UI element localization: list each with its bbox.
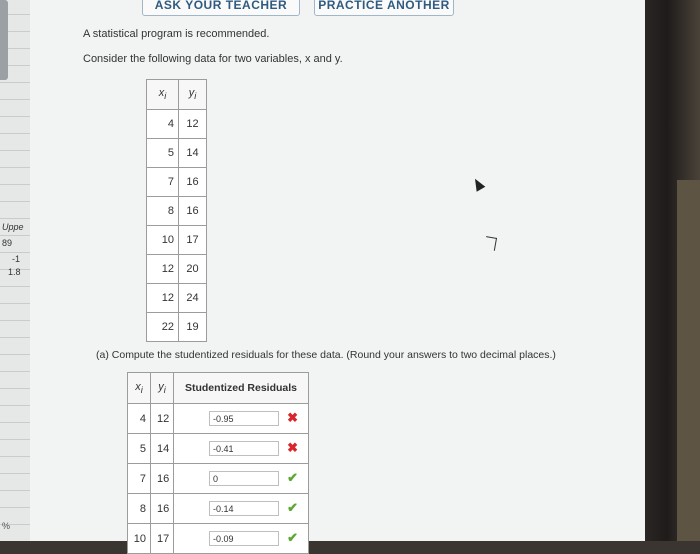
- residual-input[interactable]: 0: [209, 471, 279, 486]
- table-row: [128, 524, 309, 554]
- x-value: 10: [147, 226, 179, 255]
- x-value: 12: [147, 255, 179, 284]
- x-value: 4: [128, 404, 151, 434]
- x-value: 8: [128, 494, 151, 524]
- x-value: 5: [147, 139, 179, 168]
- y-value: 14: [179, 139, 207, 168]
- spreadsheet-strip: [0, 0, 31, 541]
- header-x: $x_i$: [128, 373, 151, 404]
- residual-input[interactable]: -0.41: [209, 441, 279, 456]
- background-edge: [645, 0, 700, 541]
- strip-cell: -1: [12, 254, 21, 264]
- data-table: [146, 79, 207, 342]
- strip-cell: 89: [2, 238, 13, 248]
- y-value: 16: [179, 168, 207, 197]
- part-a-text: Compute the studentized residuals for these data. (Round your answers to two decimal places.): [111, 349, 556, 361]
- table-row: [147, 168, 207, 197]
- part-a-label: (a): [96, 349, 109, 361]
- strip-cell: Uppe: [2, 222, 24, 232]
- y-value: 24: [179, 284, 207, 313]
- y-value: 12: [179, 110, 207, 139]
- residual-cell: [174, 524, 309, 554]
- y-value: 17: [151, 524, 174, 554]
- residuals-table: [127, 372, 309, 554]
- problem-line-2: Consider the following data for two variables, x and y.: [83, 53, 343, 65]
- pen-mark-icon: [484, 236, 497, 251]
- mouse-cursor-icon: [471, 176, 486, 191]
- y-value: 19: [179, 313, 207, 342]
- table-row: [128, 434, 309, 464]
- residual-input[interactable]: -0.14: [209, 501, 279, 516]
- x-value: 7: [147, 168, 179, 197]
- residual-cell: [174, 494, 309, 524]
- question-sheet: [30, 0, 645, 545]
- table-row: [147, 226, 207, 255]
- x-value: 5: [128, 434, 151, 464]
- check-mark-icon: ✔: [287, 530, 298, 545]
- x-mark-icon: ✖: [287, 410, 298, 425]
- table-row: [128, 404, 309, 434]
- residual-cell: [174, 464, 309, 494]
- header-studentized-residuals: Studentized Residuals: [174, 373, 309, 404]
- y-value: 12: [151, 404, 174, 434]
- x-value: 7: [128, 464, 151, 494]
- x-value: 12: [147, 284, 179, 313]
- table-row: [128, 494, 309, 524]
- y-value: 20: [179, 255, 207, 284]
- table-row: [147, 110, 207, 139]
- table-row: [147, 139, 207, 168]
- scrollbar-handle[interactable]: [0, 0, 8, 80]
- x-mark-icon: ✖: [287, 440, 298, 455]
- y-value: 16: [151, 494, 174, 524]
- check-mark-icon: ✔: [287, 500, 298, 515]
- x-value: 22: [147, 313, 179, 342]
- x-value: 4: [147, 110, 179, 139]
- residual-cell: [174, 404, 309, 434]
- residual-input[interactable]: -0.09: [209, 531, 279, 546]
- residual-input[interactable]: -0.95: [209, 411, 279, 426]
- header-x: $x_i$: [147, 80, 179, 110]
- y-value: 14: [151, 434, 174, 464]
- table-row: [128, 464, 309, 494]
- table-row: [147, 313, 207, 342]
- check-mark-icon: ✔: [287, 470, 298, 485]
- y-value: 17: [179, 226, 207, 255]
- y-value: 16: [179, 197, 207, 226]
- part-a-prompt: [96, 349, 556, 361]
- x-value: 8: [147, 197, 179, 226]
- table-row: [147, 284, 207, 313]
- problem-line-1: A statistical program is recommended.: [83, 28, 270, 40]
- header-y: $y_i$: [179, 80, 207, 110]
- ask-teacher-button[interactable]: ASK YOUR TEACHER: [142, 0, 300, 16]
- residual-cell: [174, 434, 309, 464]
- strip-cell: 1.8: [8, 267, 21, 277]
- x-value: 10: [128, 524, 151, 554]
- y-value: 16: [151, 464, 174, 494]
- table-row: [147, 197, 207, 226]
- header-y: $y_i$: [151, 373, 174, 404]
- table-row: [147, 255, 207, 284]
- strip-percent: %: [2, 521, 11, 531]
- practice-another-button[interactable]: PRACTICE ANOTHER: [314, 0, 454, 16]
